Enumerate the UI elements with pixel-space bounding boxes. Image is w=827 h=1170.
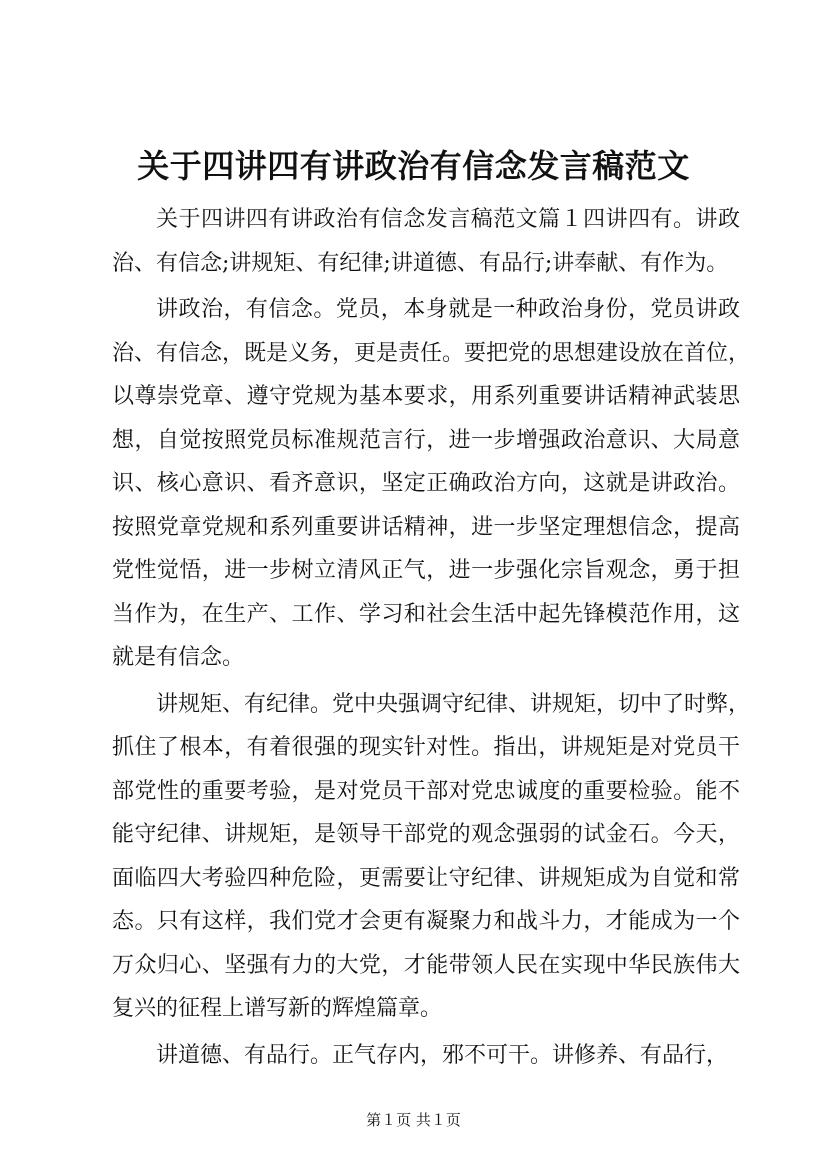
text-line: 关于四讲四有讲政治有信念发言稿范文篇１四讲四有。讲政 [156,207,740,232]
text-line: 就是有信念。 [112,645,245,670]
text-line: 万众归心、坚强有力的大党，才能带领人民在实现中华民族伟大 [112,952,740,978]
text-line: 想，自觉按照党员标准规范言行，进一步增强政治意识、大局意 [112,427,740,453]
document-body [112,198,751,1077]
text-line: 识、核心意识、看齐意识，坚定正确政治方向，这就是讲政治。 [112,471,740,496]
paragraph [112,198,740,285]
text-line: 面临四大考验四种危险，更需要让守纪律、讲规矩成为自觉和常 [112,865,740,891]
page-footer: 第１页 共１页 [366,1111,461,1129]
text-line: 讲道德、有品行。正气存内，邪不可干。讲修养、有品行， [156,1042,729,1068]
document-title: 关于四讲四有讲政治有信念发言稿范文 [137,147,690,185]
paragraph [112,683,751,1031]
text-line: 讲政治，有信念。党员，本身就是一种政治身份，党员讲政 [156,297,740,322]
text-line: 态。只有这样，我们党才会更有凝聚力和战斗力，才能成为一个 [112,909,740,934]
paragraph [112,288,751,680]
text-line: 治、有信念;讲规矩、有纪律;讲道德、有品行;讲奉献、有作为。 [112,250,729,276]
text-line: 按照党章党规和系列重要讲话精神，进一步坚定理想信念，提高 [112,514,740,540]
text-line: 党性觉悟，进一步树立清风正气，进一步强化宗旨观念，勇于担 [112,558,740,583]
text-line: 复兴的征程上谱写新的辉煌篇章。 [112,996,443,1021]
text-line: 治、有信念，既是义务，更是责任。要把党的思想建设放在首位， [112,340,751,366]
text-line: 当作为，在生产、工作、学习和社会生活中起先锋模范作用，这 [112,601,740,627]
text-line: 讲规矩、有纪律。党中央强调守纪律、讲规矩，切中了时弊， [156,691,751,717]
text-line: 部党性的重要考验，是对党员干部对党忠诚度的重要检验。能不 [112,778,740,804]
text-line: 能守纪律、讲规矩，是领导干部党的观念强弱的试金石。今天， [112,822,740,847]
text-line: 抓住了根本，有着很强的现实针对性。指出，讲规矩是对党员干 [112,735,740,760]
text-line: 以尊崇党章、遵守党规为基本要求，用系列重要讲话精神武装思 [112,384,740,409]
paragraph [112,1034,740,1078]
